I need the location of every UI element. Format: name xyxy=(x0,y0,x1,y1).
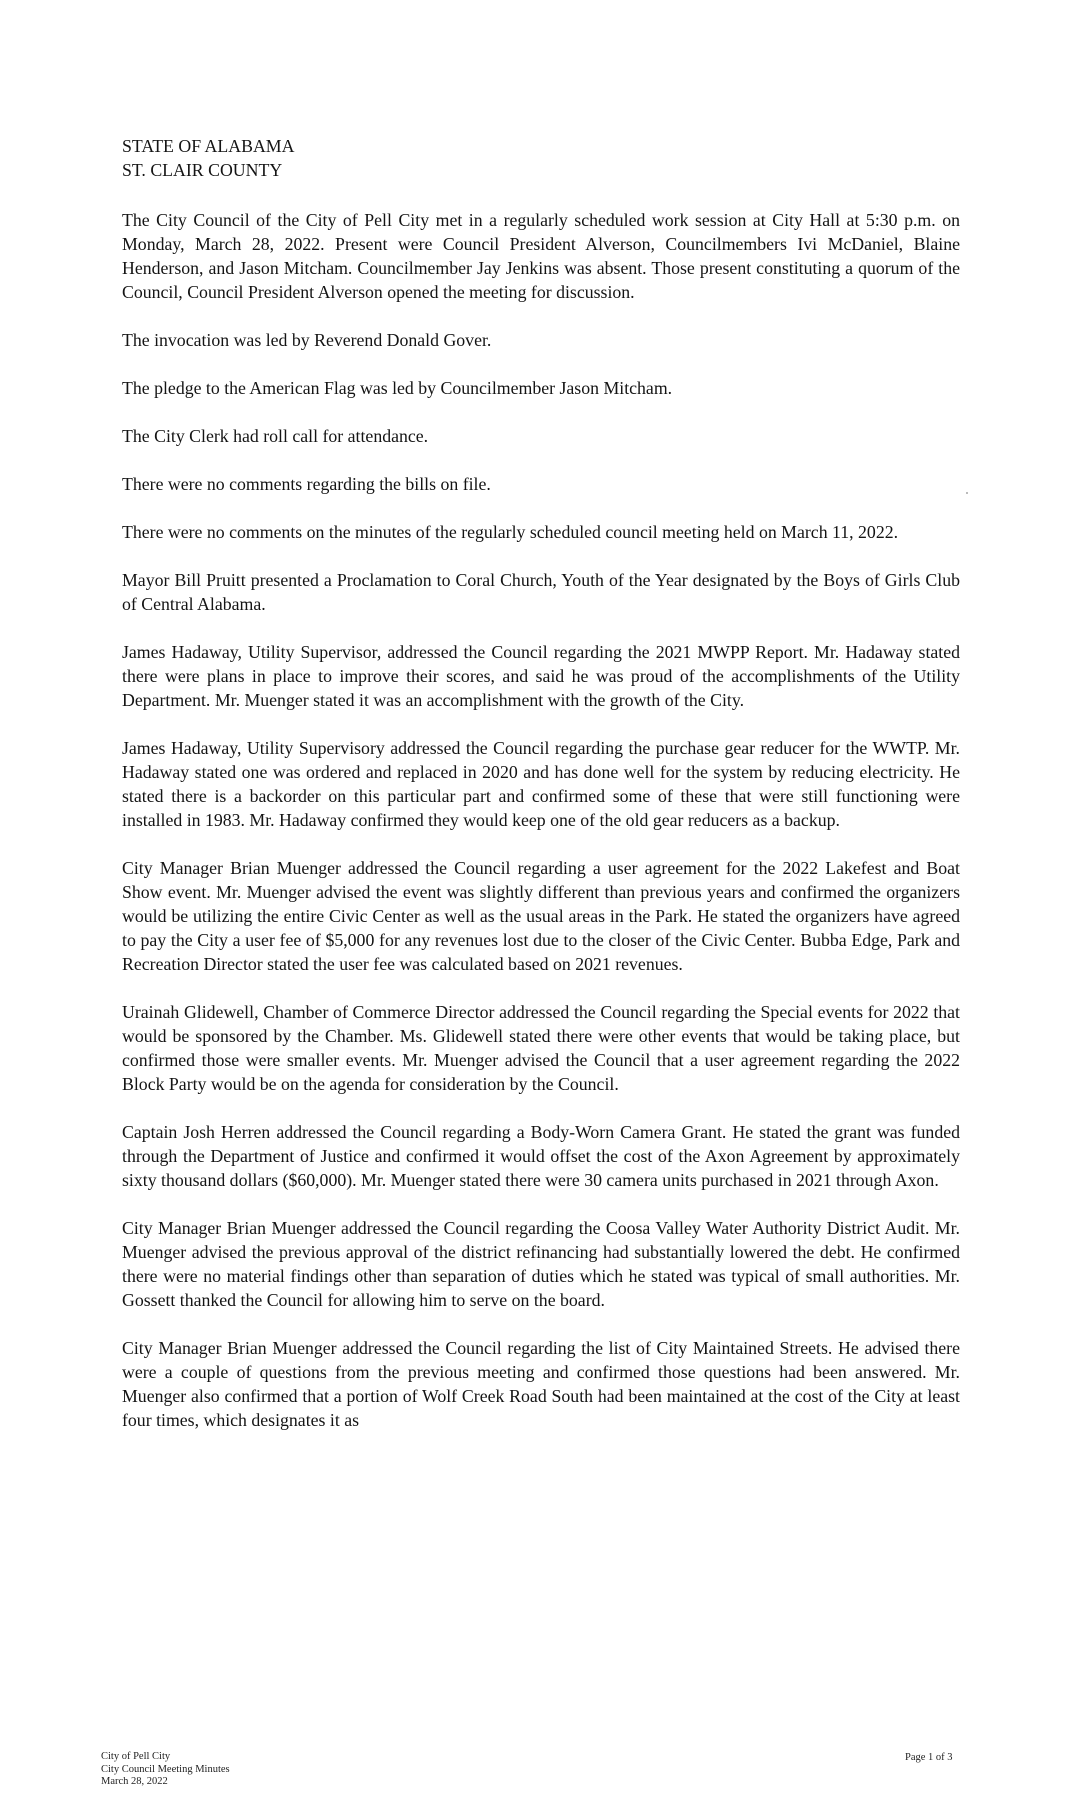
paragraph-water-audit: City Manager Brian Muenger addressed the Council regarding the Coosa Valley Water Authority District Audit. Mr. Muenger advised the previous approval of the district refinancing had substantially lowered the debt. He confirmed there were no material findings other than separation of duties which he stated was typical of small authorities. Mr. Gossett thanked the Council for allowing him to serve on the board. xyxy=(122,1218,960,1310)
paragraph-attendance: The City Council of the City of Pell City met in a regularly scheduled work session at City Hall at 5:30 p.m. on Monday, March 28, 2022. Present were Council President Alverson, Councilmembers Ivi McDaniel, Blaine Henderson, and Jason Mitcham. Councilmember Jay Jenkins was absent. Those present constituting a quorum of the Council, Council President Alverson opened the meeting for discussion. xyxy=(122,210,960,302)
paragraph-roll-call: The City Clerk had roll call for attendance. xyxy=(122,426,429,446)
paragraph-chamber-events: Urainah Glidewell, Chamber of Commerce Director addressed the Council regarding the Special events for 2022 that would be sponsored by the Chamber. Ms. Glidewell stated there were other events that would be taking place, but confirmed those were smaller events. Mr. Muenger advised the Council that a user agreement regarding the 2022 Block Party would be on the agenda for consideration by the Council. xyxy=(122,1002,960,1094)
paragraph-minutes: There were no comments on the minutes of the regularly scheduled council meeting held on March 11, 2022. xyxy=(122,522,899,542)
footer-city: City of Pell City xyxy=(101,1751,171,1762)
paragraph-bills: There were no comments regarding the bills on file. xyxy=(122,474,491,494)
paragraph-pledge: The pledge to the American Flag was led by Councilmember Jason Mitcham. xyxy=(122,378,673,398)
page-number: Page 1 of 3 xyxy=(905,1752,953,1763)
paragraph-invocation: The invocation was led by Reverend Donald Gover. xyxy=(122,330,492,350)
heading-state: STATE OF ALABAMA xyxy=(122,136,295,156)
document-heading xyxy=(122,134,960,182)
paragraph-maintained-streets: City Manager Brian Muenger addressed the Council regarding the list of City Maintained Streets. He advised there were a couple of questions from the previous meeting and confirmed those questions had been answered. Mr. Muenger also confirmed that a portion of Wolf Creek Road South had been maintained at the cost of the City at least four times, which designates it as xyxy=(122,1338,960,1430)
paragraph-camera-grant: Captain Josh Herren addressed the Council regarding a Body-Worn Camera Grant. He stated the grant was funded through the Department of Justice and confirmed it would offset the cost of the Axon Agreement by approximately sixty thousand dollars ($60,000). Mr. Muenger stated there were 30 camera units purchased in 2021 through Axon. xyxy=(122,1122,960,1190)
scan-speck xyxy=(966,492,968,494)
footer-title: City Council Meeting Minutes xyxy=(101,1763,230,1775)
paragraph-gear-reducer: James Hadaway, Utility Supervisory addressed the Council regarding the purchase gear reducer for the WWTP. Mr. Hadaway stated one was ordered and replaced in 2020 and has done well for the system by reducing electricity. He stated there is a backorder on this particular part and confirmed some of these that were still functioning were installed in 1983. Mr. Hadaway confirmed they would keep one of the old gear reducers as a backup. xyxy=(122,738,960,830)
footer-date: March 28, 2022 xyxy=(101,1776,168,1787)
paragraph-mwpp-report: James Hadaway, Utility Supervisor, addressed the Council regarding the 2021 MWPP Report. Mr. Hadaway stated there were plans in place to improve their scores, and said he was proud of the accomplishments of the Utility Department. Mr. Muenger stated it was an accomplishment with the growth of the City. xyxy=(122,642,960,710)
document-body xyxy=(122,134,960,1456)
footer-document-info xyxy=(101,1751,230,1789)
paragraph-proclamation: Mayor Bill Pruitt presented a Proclamation to Coral Church, Youth of the Year designated by the Boys of Girls Club of Central Alabama. xyxy=(122,570,960,614)
paragraph-lakefest: City Manager Brian Muenger addressed the Council regarding a user agreement for the 2022 Lakefest and Boat Show event. Mr. Muenger advised the event was slightly different than previous years and confirmed the organizers would be utilizing the entire Civic Center as well as the usual areas in the Park. He stated the organizers have agreed to pay the City a user fee of $5,000 for any revenues lost due to the closer of the Civic Center. Bubba Edge, Park and Recreation Director stated the user fee was calculated based on 2021 revenues. xyxy=(122,858,960,974)
heading-county: ST. CLAIR COUNTY xyxy=(122,160,283,180)
